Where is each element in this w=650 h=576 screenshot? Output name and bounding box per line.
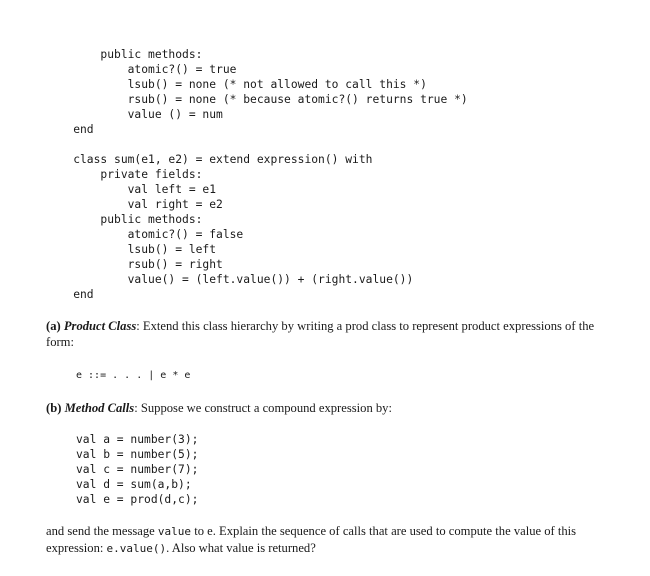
part-a-paragraph	[46, 318, 618, 350]
code-line: val right = e2	[46, 198, 223, 211]
code-line: value () = num	[46, 108, 223, 121]
code-line: val c = number(7);	[76, 463, 199, 476]
code-line: rsub() = none (* because atomic?() returns true *)	[46, 93, 468, 106]
code-line: public methods:	[46, 213, 203, 226]
part-a-title: Product Class	[63, 319, 137, 333]
code-line: val e = prod(d,c);	[76, 493, 199, 506]
closing-paragraph: and send the message value to e. Explain the sequence of calls that are used to compute the value of this expression: e.value(). Also what value is returned?	[46, 524, 577, 555]
code-listing-expression	[76, 432, 198, 507]
code-line: atomic?() = true	[46, 63, 237, 76]
code-line: lsub() = none (* not allowed to call this *)	[46, 78, 427, 91]
code-line: end	[46, 123, 94, 136]
code-line: atomic?() = false	[46, 228, 244, 241]
part-a-text: : Extend this class hierarchy by writing a prod class to represent product expressions of the form:	[46, 319, 595, 349]
code-line: val d = sum(a,b);	[76, 478, 192, 491]
code-line: value() = (left.value()) + (right.value())	[46, 273, 414, 286]
code-line: val b = number(5);	[76, 448, 199, 461]
code-listing-classes	[46, 47, 468, 302]
code-line: rsub() = right	[46, 258, 223, 271]
part-b-title: Method Calls	[64, 401, 135, 415]
code-line: private fields:	[46, 168, 203, 181]
inline-code-value: value	[157, 525, 192, 538]
part-b-paragraph	[46, 400, 618, 416]
code-line: val left = e1	[46, 183, 217, 196]
code-line: public methods:	[46, 48, 203, 61]
code-line: lsub() = left	[46, 243, 217, 256]
code-line: val a = number(3);	[76, 433, 199, 446]
part-b-label: (b)	[46, 401, 62, 415]
inline-code-e-value: e.value()	[106, 542, 167, 555]
part-a-label: (a)	[46, 319, 61, 333]
code-line: end	[46, 288, 94, 301]
part-b-text: : Suppose we construct a compound expression by:	[134, 401, 392, 415]
grammar-line: e ::= . . . | e * e	[76, 370, 191, 381]
code-line: class sum(e1, e2) = extend expression() with	[46, 153, 373, 166]
